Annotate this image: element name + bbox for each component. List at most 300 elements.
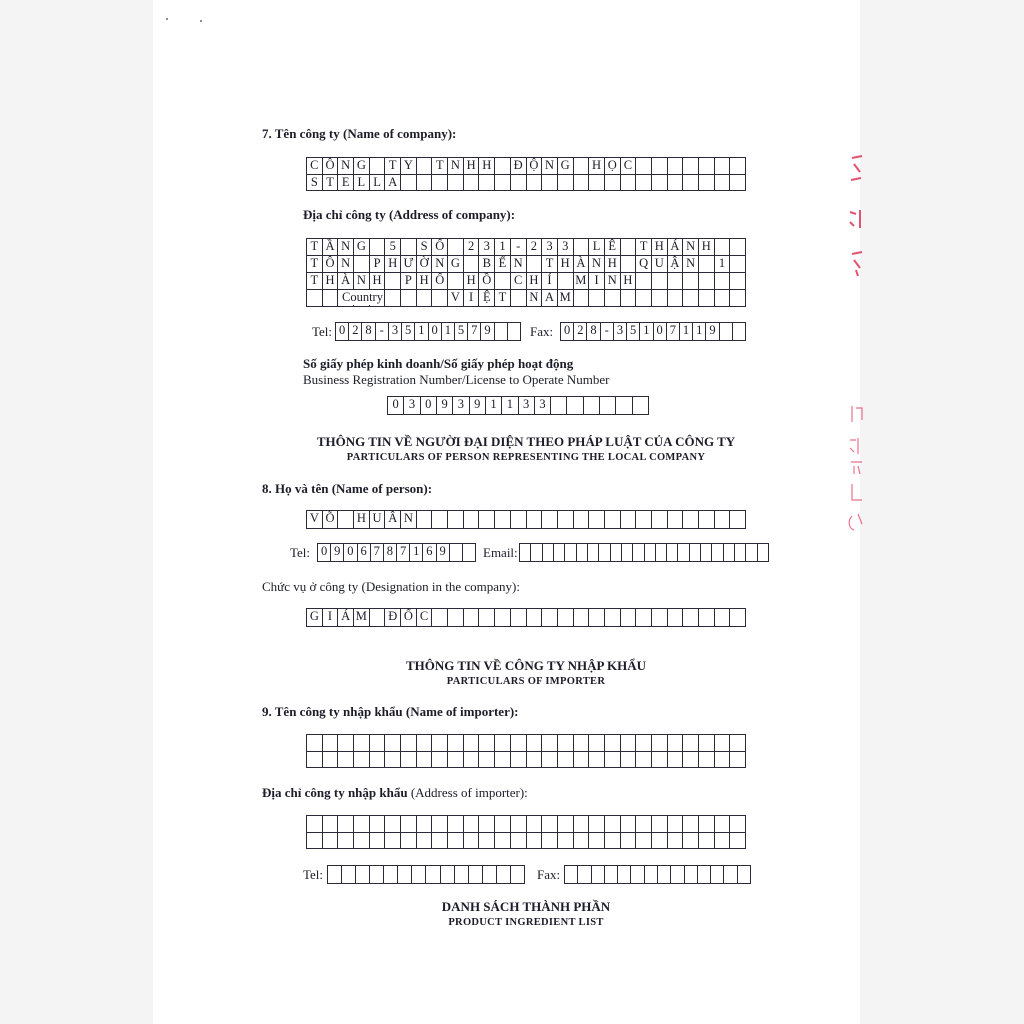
form-cell[interactable]: N bbox=[338, 239, 354, 256]
form-cell[interactable]: L bbox=[354, 175, 370, 192]
form-cell[interactable] bbox=[574, 290, 590, 307]
form-cell[interactable] bbox=[712, 544, 723, 562]
form-cell[interactable] bbox=[338, 735, 354, 752]
form-cell[interactable]: T bbox=[307, 273, 323, 290]
form-cell[interactable] bbox=[495, 816, 511, 833]
form-cell[interactable] bbox=[511, 511, 527, 529]
form-cell[interactable] bbox=[448, 175, 464, 192]
form-cell[interactable] bbox=[589, 735, 605, 752]
form-cell[interactable]: Õ bbox=[323, 511, 339, 529]
form-cell[interactable] bbox=[668, 752, 684, 769]
form-cell[interactable] bbox=[495, 735, 511, 752]
form-cell[interactable] bbox=[527, 735, 543, 752]
form-cell[interactable] bbox=[589, 511, 605, 529]
form-cell[interactable] bbox=[574, 833, 590, 850]
form-cell[interactable]: 9 bbox=[331, 544, 344, 562]
form-cell[interactable] bbox=[551, 397, 567, 415]
form-cell[interactable]: N bbox=[605, 273, 621, 290]
form-cell[interactable] bbox=[636, 609, 652, 627]
form-cell[interactable]: Ồ bbox=[479, 273, 495, 290]
form-cell[interactable]: C bbox=[621, 158, 637, 175]
form-cell[interactable] bbox=[417, 833, 433, 850]
form-cell[interactable]: N bbox=[354, 273, 370, 290]
form-cell[interactable] bbox=[656, 544, 667, 562]
form-cell[interactable] bbox=[746, 544, 757, 562]
form-cell[interactable] bbox=[667, 544, 678, 562]
form-cell[interactable] bbox=[527, 752, 543, 769]
form-cell[interactable] bbox=[633, 397, 649, 415]
form-cell[interactable] bbox=[370, 816, 386, 833]
form-cell[interactable] bbox=[448, 511, 464, 529]
form-cell[interactable] bbox=[464, 609, 480, 627]
form-cell[interactable]: I bbox=[323, 609, 339, 627]
form-cell[interactable] bbox=[542, 735, 558, 752]
form-cell[interactable]: 7 bbox=[667, 323, 680, 341]
form-cell[interactable]: 9 bbox=[706, 323, 719, 341]
form-cell[interactable]: N bbox=[542, 158, 558, 175]
form-cell[interactable] bbox=[683, 752, 699, 769]
form-cell[interactable] bbox=[511, 290, 527, 307]
form-cell[interactable] bbox=[574, 816, 590, 833]
form-cell[interactable]: 3 bbox=[614, 323, 627, 341]
form-cell[interactable]: S bbox=[417, 239, 433, 256]
form-cell[interactable] bbox=[605, 175, 621, 192]
form-cell[interactable]: I bbox=[464, 290, 480, 307]
form-cell[interactable]: C bbox=[511, 273, 527, 290]
form-cell[interactable] bbox=[699, 735, 715, 752]
form-cell[interactable]: 2 bbox=[464, 239, 480, 256]
form-cell[interactable] bbox=[426, 866, 440, 884]
form-cell[interactable] bbox=[574, 735, 590, 752]
form-cell[interactable] bbox=[730, 239, 746, 256]
form-cell[interactable] bbox=[605, 833, 621, 850]
form-cell[interactable]: T bbox=[307, 239, 323, 256]
form-cell[interactable] bbox=[715, 273, 731, 290]
form-cell[interactable] bbox=[401, 833, 417, 850]
form-cell[interactable]: N bbox=[527, 290, 543, 307]
form-cell[interactable] bbox=[323, 735, 339, 752]
form-cell[interactable] bbox=[479, 816, 495, 833]
form-cell[interactable] bbox=[730, 511, 746, 529]
form-cell[interactable] bbox=[542, 833, 558, 850]
form-cell[interactable]: 0 bbox=[654, 323, 667, 341]
form-cell[interactable] bbox=[401, 816, 417, 833]
form-cell[interactable]: Q bbox=[636, 256, 652, 273]
form-cell[interactable] bbox=[417, 290, 433, 307]
form-cell[interactable] bbox=[621, 816, 637, 833]
form-cell[interactable] bbox=[469, 866, 483, 884]
form-cell[interactable] bbox=[323, 290, 339, 307]
form-cell[interactable] bbox=[589, 609, 605, 627]
form-cell[interactable] bbox=[621, 511, 637, 529]
form-cell[interactable] bbox=[370, 609, 386, 627]
form-cell[interactable] bbox=[354, 833, 370, 850]
form-cell[interactable] bbox=[589, 833, 605, 850]
form-cell[interactable] bbox=[558, 752, 574, 769]
form-cell[interactable] bbox=[683, 158, 699, 175]
form-cell[interactable] bbox=[683, 609, 699, 627]
form-cell[interactable] bbox=[511, 816, 527, 833]
form-cell[interactable] bbox=[600, 397, 616, 415]
form-cell[interactable]: Ậ bbox=[668, 256, 684, 273]
form-cell[interactable] bbox=[730, 158, 746, 175]
form-cell[interactable] bbox=[495, 175, 511, 192]
form-cell[interactable] bbox=[636, 511, 652, 529]
form-cell[interactable]: - bbox=[511, 239, 527, 256]
form-cell[interactable] bbox=[668, 175, 684, 192]
form-cell[interactable]: 6 bbox=[358, 544, 371, 562]
form-cell[interactable] bbox=[464, 735, 480, 752]
form-cell[interactable] bbox=[417, 511, 433, 529]
form-cell[interactable] bbox=[685, 866, 698, 884]
form-cell[interactable] bbox=[520, 544, 531, 562]
form-cell[interactable] bbox=[636, 735, 652, 752]
form-cell[interactable] bbox=[730, 175, 746, 192]
form-cell[interactable] bbox=[715, 833, 731, 850]
form-cell[interactable] bbox=[699, 273, 715, 290]
form-cell[interactable] bbox=[683, 175, 699, 192]
form-cell[interactable] bbox=[652, 816, 668, 833]
form-cell[interactable] bbox=[432, 609, 448, 627]
form-cell[interactable] bbox=[715, 816, 731, 833]
form-cell[interactable] bbox=[574, 609, 590, 627]
form-cell[interactable]: M bbox=[558, 290, 574, 307]
form-cell[interactable] bbox=[683, 290, 699, 307]
form-cell[interactable]: H bbox=[385, 256, 401, 273]
form-cell[interactable] bbox=[605, 511, 621, 529]
form-cell[interactable]: 7 bbox=[397, 544, 410, 562]
form-cell[interactable] bbox=[527, 833, 543, 850]
form-cell[interactable] bbox=[668, 290, 684, 307]
form-cell[interactable] bbox=[616, 397, 632, 415]
form-cell[interactable]: C bbox=[307, 158, 323, 175]
form-cell[interactable] bbox=[417, 816, 433, 833]
form-cell[interactable] bbox=[558, 833, 574, 850]
form-cell[interactable] bbox=[448, 239, 464, 256]
form-cell[interactable] bbox=[479, 609, 495, 627]
form-cell[interactable] bbox=[432, 175, 448, 192]
form-cell[interactable] bbox=[621, 256, 637, 273]
form-cell[interactable]: 3 bbox=[479, 239, 495, 256]
form-cell[interactable]: G bbox=[354, 239, 370, 256]
form-cell[interactable] bbox=[565, 544, 576, 562]
form-cell[interactable] bbox=[588, 544, 599, 562]
form-cell[interactable] bbox=[338, 752, 354, 769]
form-cell[interactable]: - bbox=[376, 323, 389, 341]
form-cell[interactable] bbox=[495, 609, 511, 627]
form-cell[interactable] bbox=[370, 866, 384, 884]
form-cell[interactable]: U bbox=[370, 511, 386, 529]
form-cell[interactable] bbox=[645, 544, 656, 562]
form-cell[interactable] bbox=[652, 290, 668, 307]
form-cell[interactable] bbox=[558, 273, 574, 290]
form-cell[interactable] bbox=[668, 833, 684, 850]
form-cell[interactable]: 1 bbox=[693, 323, 706, 341]
form-cell[interactable] bbox=[671, 866, 684, 884]
form-cell[interactable]: 8 bbox=[362, 323, 375, 341]
form-cell[interactable] bbox=[574, 752, 590, 769]
form-cell[interactable]: 0 bbox=[388, 397, 404, 415]
form-cell[interactable] bbox=[605, 752, 621, 769]
form-cell[interactable] bbox=[636, 158, 652, 175]
form-cell[interactable] bbox=[527, 816, 543, 833]
form-cell[interactable] bbox=[621, 239, 637, 256]
form-cell[interactable] bbox=[621, 752, 637, 769]
form-cell[interactable] bbox=[668, 816, 684, 833]
form-cell[interactable] bbox=[668, 511, 684, 529]
form-cell[interactable] bbox=[531, 544, 542, 562]
form-cell[interactable] bbox=[370, 833, 386, 850]
form-cell[interactable] bbox=[715, 239, 731, 256]
form-cell[interactable]: 7 bbox=[468, 323, 481, 341]
form-cell[interactable]: H bbox=[605, 256, 621, 273]
form-cell[interactable] bbox=[448, 609, 464, 627]
form-cell[interactable]: H bbox=[464, 273, 480, 290]
form-cell[interactable]: 2 bbox=[527, 239, 543, 256]
form-cell[interactable]: A bbox=[385, 175, 401, 192]
form-cell[interactable] bbox=[652, 175, 668, 192]
form-cell[interactable]: 8 bbox=[587, 323, 600, 341]
form-cell[interactable]: 2 bbox=[349, 323, 362, 341]
form-cell[interactable]: Ố bbox=[432, 273, 448, 290]
form-cell[interactable] bbox=[554, 544, 565, 562]
form-cell[interactable] bbox=[542, 752, 558, 769]
form-cell[interactable]: 1 bbox=[410, 544, 423, 562]
form-cell[interactable] bbox=[699, 609, 715, 627]
form-cell[interactable] bbox=[385, 273, 401, 290]
form-cell[interactable] bbox=[328, 866, 342, 884]
form-cell[interactable] bbox=[464, 256, 480, 273]
form-cell[interactable]: 8 bbox=[384, 544, 397, 562]
form-cell[interactable] bbox=[385, 833, 401, 850]
form-cell[interactable]: G bbox=[448, 256, 464, 273]
form-cell[interactable] bbox=[730, 609, 746, 627]
form-cell[interactable] bbox=[432, 833, 448, 850]
form-cell[interactable]: 0 bbox=[421, 397, 437, 415]
form-cell[interactable] bbox=[511, 175, 527, 192]
form-cell[interactable] bbox=[605, 609, 621, 627]
form-cell[interactable] bbox=[584, 397, 600, 415]
form-cell[interactable] bbox=[589, 290, 605, 307]
form-cell[interactable] bbox=[715, 752, 731, 769]
form-cell[interactable]: 3 bbox=[453, 397, 469, 415]
form-cell[interactable]: G bbox=[307, 609, 323, 627]
form-cell[interactable]: À bbox=[574, 256, 590, 273]
form-cell[interactable] bbox=[658, 866, 671, 884]
form-cell[interactable] bbox=[683, 735, 699, 752]
form-cell[interactable] bbox=[307, 833, 323, 850]
form-cell[interactable]: Ư bbox=[401, 256, 417, 273]
form-cell[interactable]: Ầ bbox=[323, 239, 339, 256]
form-cell[interactable]: T bbox=[307, 256, 323, 273]
form-cell[interactable]: Ờ bbox=[417, 256, 433, 273]
form-cell[interactable] bbox=[565, 866, 578, 884]
form-cell[interactable]: 3 bbox=[535, 397, 551, 415]
form-cell[interactable] bbox=[432, 735, 448, 752]
form-cell[interactable]: Á bbox=[668, 239, 684, 256]
form-cell[interactable] bbox=[342, 866, 356, 884]
form-cell[interactable] bbox=[464, 833, 480, 850]
form-cell[interactable] bbox=[441, 866, 455, 884]
form-cell[interactable]: 1 bbox=[680, 323, 693, 341]
form-cell[interactable] bbox=[497, 866, 511, 884]
form-cell[interactable] bbox=[464, 816, 480, 833]
form-cell[interactable] bbox=[511, 833, 527, 850]
form-cell[interactable] bbox=[354, 735, 370, 752]
form-cell[interactable] bbox=[354, 816, 370, 833]
form-cell[interactable] bbox=[542, 175, 558, 192]
form-cell[interactable] bbox=[730, 735, 746, 752]
form-cell[interactable]: 1 bbox=[486, 397, 502, 415]
form-cell[interactable]: Ố bbox=[401, 609, 417, 627]
form-cell[interactable] bbox=[605, 866, 618, 884]
form-cell[interactable] bbox=[633, 544, 644, 562]
form-cell[interactable]: 9 bbox=[481, 323, 494, 341]
form-cell[interactable] bbox=[307, 735, 323, 752]
form-cell[interactable] bbox=[401, 290, 417, 307]
form-cell[interactable] bbox=[730, 256, 746, 273]
form-cell[interactable]: G bbox=[558, 158, 574, 175]
form-cell[interactable] bbox=[401, 735, 417, 752]
form-cell[interactable] bbox=[690, 544, 701, 562]
form-cell[interactable]: P bbox=[401, 273, 417, 290]
form-cell[interactable] bbox=[495, 323, 508, 341]
form-cell[interactable]: V bbox=[307, 511, 323, 529]
form-cell[interactable] bbox=[527, 256, 543, 273]
form-cell[interactable] bbox=[636, 752, 652, 769]
form-cell[interactable] bbox=[385, 816, 401, 833]
form-cell[interactable] bbox=[323, 816, 339, 833]
form-cell[interactable]: 5 bbox=[385, 239, 401, 256]
form-cell[interactable] bbox=[652, 833, 668, 850]
form-cell[interactable] bbox=[730, 290, 746, 307]
form-cell[interactable] bbox=[652, 158, 668, 175]
form-cell[interactable] bbox=[574, 511, 590, 529]
form-cell[interactable] bbox=[495, 273, 511, 290]
form-cell[interactable] bbox=[450, 544, 463, 562]
form-cell[interactable]: 7 bbox=[371, 544, 384, 562]
form-cell[interactable]: 3 bbox=[542, 239, 558, 256]
form-cell[interactable] bbox=[511, 735, 527, 752]
form-cell[interactable]: T bbox=[323, 175, 339, 192]
form-cell[interactable]: N bbox=[589, 256, 605, 273]
form-cell[interactable] bbox=[636, 816, 652, 833]
form-cell[interactable]: 3 bbox=[519, 397, 535, 415]
form-cell[interactable]: 0 bbox=[344, 544, 357, 562]
form-cell[interactable] bbox=[479, 511, 495, 529]
form-cell[interactable] bbox=[699, 816, 715, 833]
form-cell[interactable] bbox=[715, 735, 731, 752]
form-cell[interactable]: H bbox=[652, 239, 668, 256]
form-cell[interactable] bbox=[589, 752, 605, 769]
form-cell[interactable] bbox=[448, 816, 464, 833]
form-cell[interactable] bbox=[605, 735, 621, 752]
form-cell[interactable]: N bbox=[511, 256, 527, 273]
form-cell[interactable] bbox=[432, 511, 448, 529]
form-cell[interactable]: L bbox=[370, 175, 386, 192]
form-cell[interactable] bbox=[711, 866, 724, 884]
form-cell[interactable] bbox=[652, 273, 668, 290]
form-cell[interactable]: U bbox=[652, 256, 668, 273]
form-cell[interactable]: 1 bbox=[495, 239, 511, 256]
form-cell[interactable]: Ô bbox=[323, 256, 339, 273]
form-cell[interactable] bbox=[479, 752, 495, 769]
form-cell[interactable] bbox=[683, 816, 699, 833]
form-cell[interactable]: Ô bbox=[323, 158, 339, 175]
form-cell[interactable] bbox=[592, 866, 605, 884]
form-cell[interactable]: 0 bbox=[336, 323, 349, 341]
form-cell[interactable] bbox=[356, 866, 370, 884]
form-cell[interactable] bbox=[699, 511, 715, 529]
form-cell[interactable]: 3 bbox=[558, 239, 574, 256]
form-cell[interactable]: 9 bbox=[470, 397, 486, 415]
form-cell[interactable] bbox=[618, 866, 631, 884]
form-cell[interactable] bbox=[715, 175, 731, 192]
form-cell[interactable] bbox=[464, 511, 480, 529]
form-cell[interactable] bbox=[574, 175, 590, 192]
form-cell[interactable] bbox=[508, 323, 521, 341]
form-cell[interactable] bbox=[354, 752, 370, 769]
form-cell[interactable]: 9 bbox=[437, 397, 453, 415]
form-cell[interactable]: H bbox=[464, 158, 480, 175]
form-cell[interactable]: Đ bbox=[511, 158, 527, 175]
form-cell[interactable] bbox=[495, 833, 511, 850]
form-cell[interactable]: 0 bbox=[429, 323, 442, 341]
form-cell[interactable] bbox=[699, 290, 715, 307]
form-cell[interactable] bbox=[370, 239, 386, 256]
form-cell[interactable] bbox=[715, 158, 731, 175]
form-cell[interactable]: T bbox=[432, 158, 448, 175]
form-cell[interactable] bbox=[511, 866, 525, 884]
form-cell[interactable]: S bbox=[307, 175, 323, 192]
form-cell[interactable] bbox=[448, 752, 464, 769]
form-cell[interactable]: B bbox=[479, 256, 495, 273]
form-cell[interactable]: H bbox=[323, 273, 339, 290]
form-cell[interactable] bbox=[599, 544, 610, 562]
form-cell[interactable] bbox=[683, 273, 699, 290]
form-cell[interactable] bbox=[574, 158, 590, 175]
form-cell[interactable]: E bbox=[338, 175, 354, 192]
form-cell[interactable]: G bbox=[354, 158, 370, 175]
form-cell[interactable] bbox=[605, 816, 621, 833]
form-cell[interactable] bbox=[578, 866, 591, 884]
form-cell[interactable]: M bbox=[354, 609, 370, 627]
form-cell[interactable] bbox=[432, 816, 448, 833]
form-cell[interactable]: 0 bbox=[561, 323, 574, 341]
form-cell[interactable] bbox=[621, 175, 637, 192]
form-cell[interactable] bbox=[495, 752, 511, 769]
form-cell[interactable] bbox=[622, 544, 633, 562]
form-cell[interactable] bbox=[370, 158, 386, 175]
form-cell[interactable] bbox=[589, 816, 605, 833]
form-cell[interactable]: Ê bbox=[605, 239, 621, 256]
form-cell[interactable] bbox=[574, 239, 590, 256]
form-cell[interactable] bbox=[527, 175, 543, 192]
form-cell[interactable] bbox=[448, 735, 464, 752]
form-cell[interactable]: 1 bbox=[415, 323, 428, 341]
form-cell[interactable]: H bbox=[479, 158, 495, 175]
form-cell[interactable] bbox=[385, 752, 401, 769]
form-cell[interactable] bbox=[699, 158, 715, 175]
form-cell[interactable] bbox=[720, 323, 733, 341]
form-cell[interactable]: T bbox=[495, 290, 511, 307]
form-cell[interactable] bbox=[678, 544, 689, 562]
form-cell[interactable] bbox=[448, 833, 464, 850]
form-cell[interactable] bbox=[354, 256, 370, 273]
form-cell[interactable] bbox=[527, 511, 543, 529]
form-cell[interactable]: Á bbox=[338, 609, 354, 627]
form-cell[interactable] bbox=[698, 866, 711, 884]
